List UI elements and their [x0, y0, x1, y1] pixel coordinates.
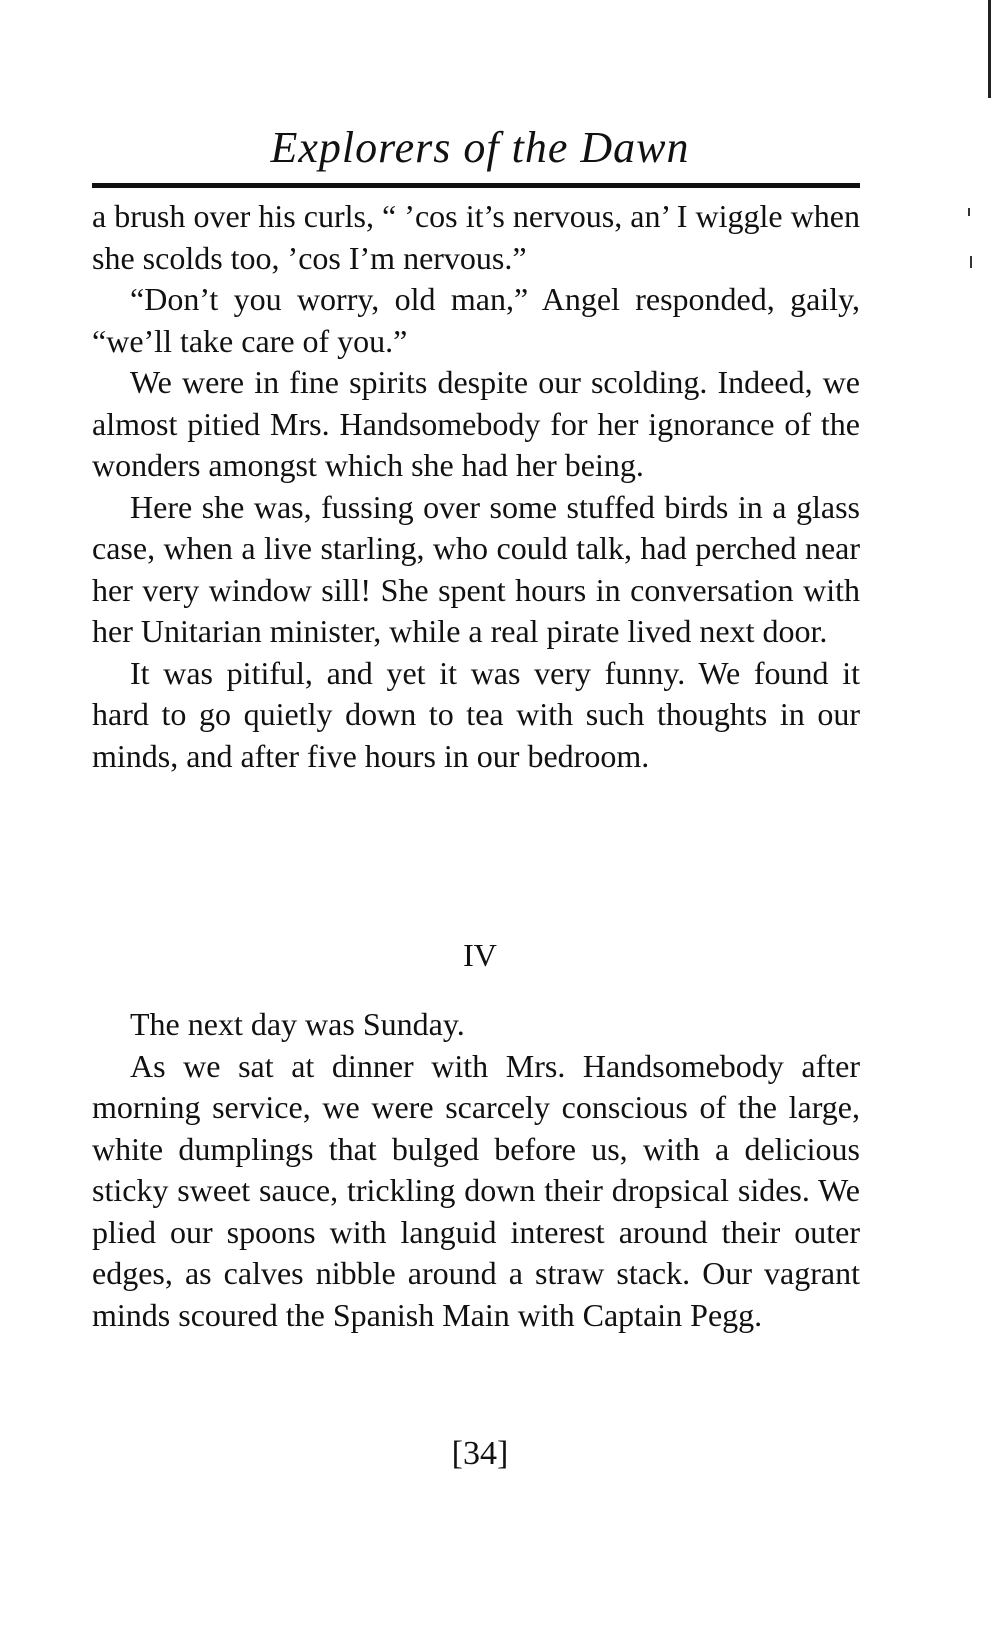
paragraph: a brush over his curls, “ ’cos it’s nervous, an’ I wiggle when she scolds too, ’cos I’m nervous.” [92, 198, 860, 276]
paragraph: We were in fine spirits despite our scolding. Indeed, we almost pitied Mrs. Handsomebody for her ignorance of the wonders amongst which she had her being. [92, 364, 860, 483]
paragraph: “Don’t you worry, old man,” Angel responded, gaily, “we’ll take care of you.” [92, 281, 860, 359]
text-before-break [92, 196, 860, 777]
edge-speck [970, 256, 972, 268]
page-edge-line [988, 0, 991, 98]
running-title: Explorers of the Dawn [270, 123, 690, 172]
header-rule [92, 183, 860, 188]
paragraph: As we sat at dinner with Mrs. Handsomebody after morning service, we were scarcely conscious of the large, white dumplings that bulged before us, with a delicious sticky sweet sauce, trickling down their dropsical sides. We plied our spoons with languid interest around their outer edges, as calves nibble around a straw stack. Our vagrant minds scoured the Spanish Main with Captain Pegg. [92, 1047, 860, 1333]
text-after-break [92, 1004, 860, 1336]
section-number: IV [463, 937, 497, 973]
edge-speck [968, 208, 970, 216]
paragraph: Here she was, fussing over some stuffed birds in a glass case, when a live starling, who could talk, had perched near her very window sill! She spent hours in conversation with her Unitarian minister, while a real pirate lived next door. [92, 488, 860, 649]
paragraph: The next day was Sunday. [130, 1006, 465, 1042]
paragraph: It was pitiful, and yet it was very funny. We found it hard to go quietly down to tea with such thoughts in our minds, and after five hours in our bedroom. [92, 654, 860, 774]
page-number: [34] [451, 1435, 509, 1472]
